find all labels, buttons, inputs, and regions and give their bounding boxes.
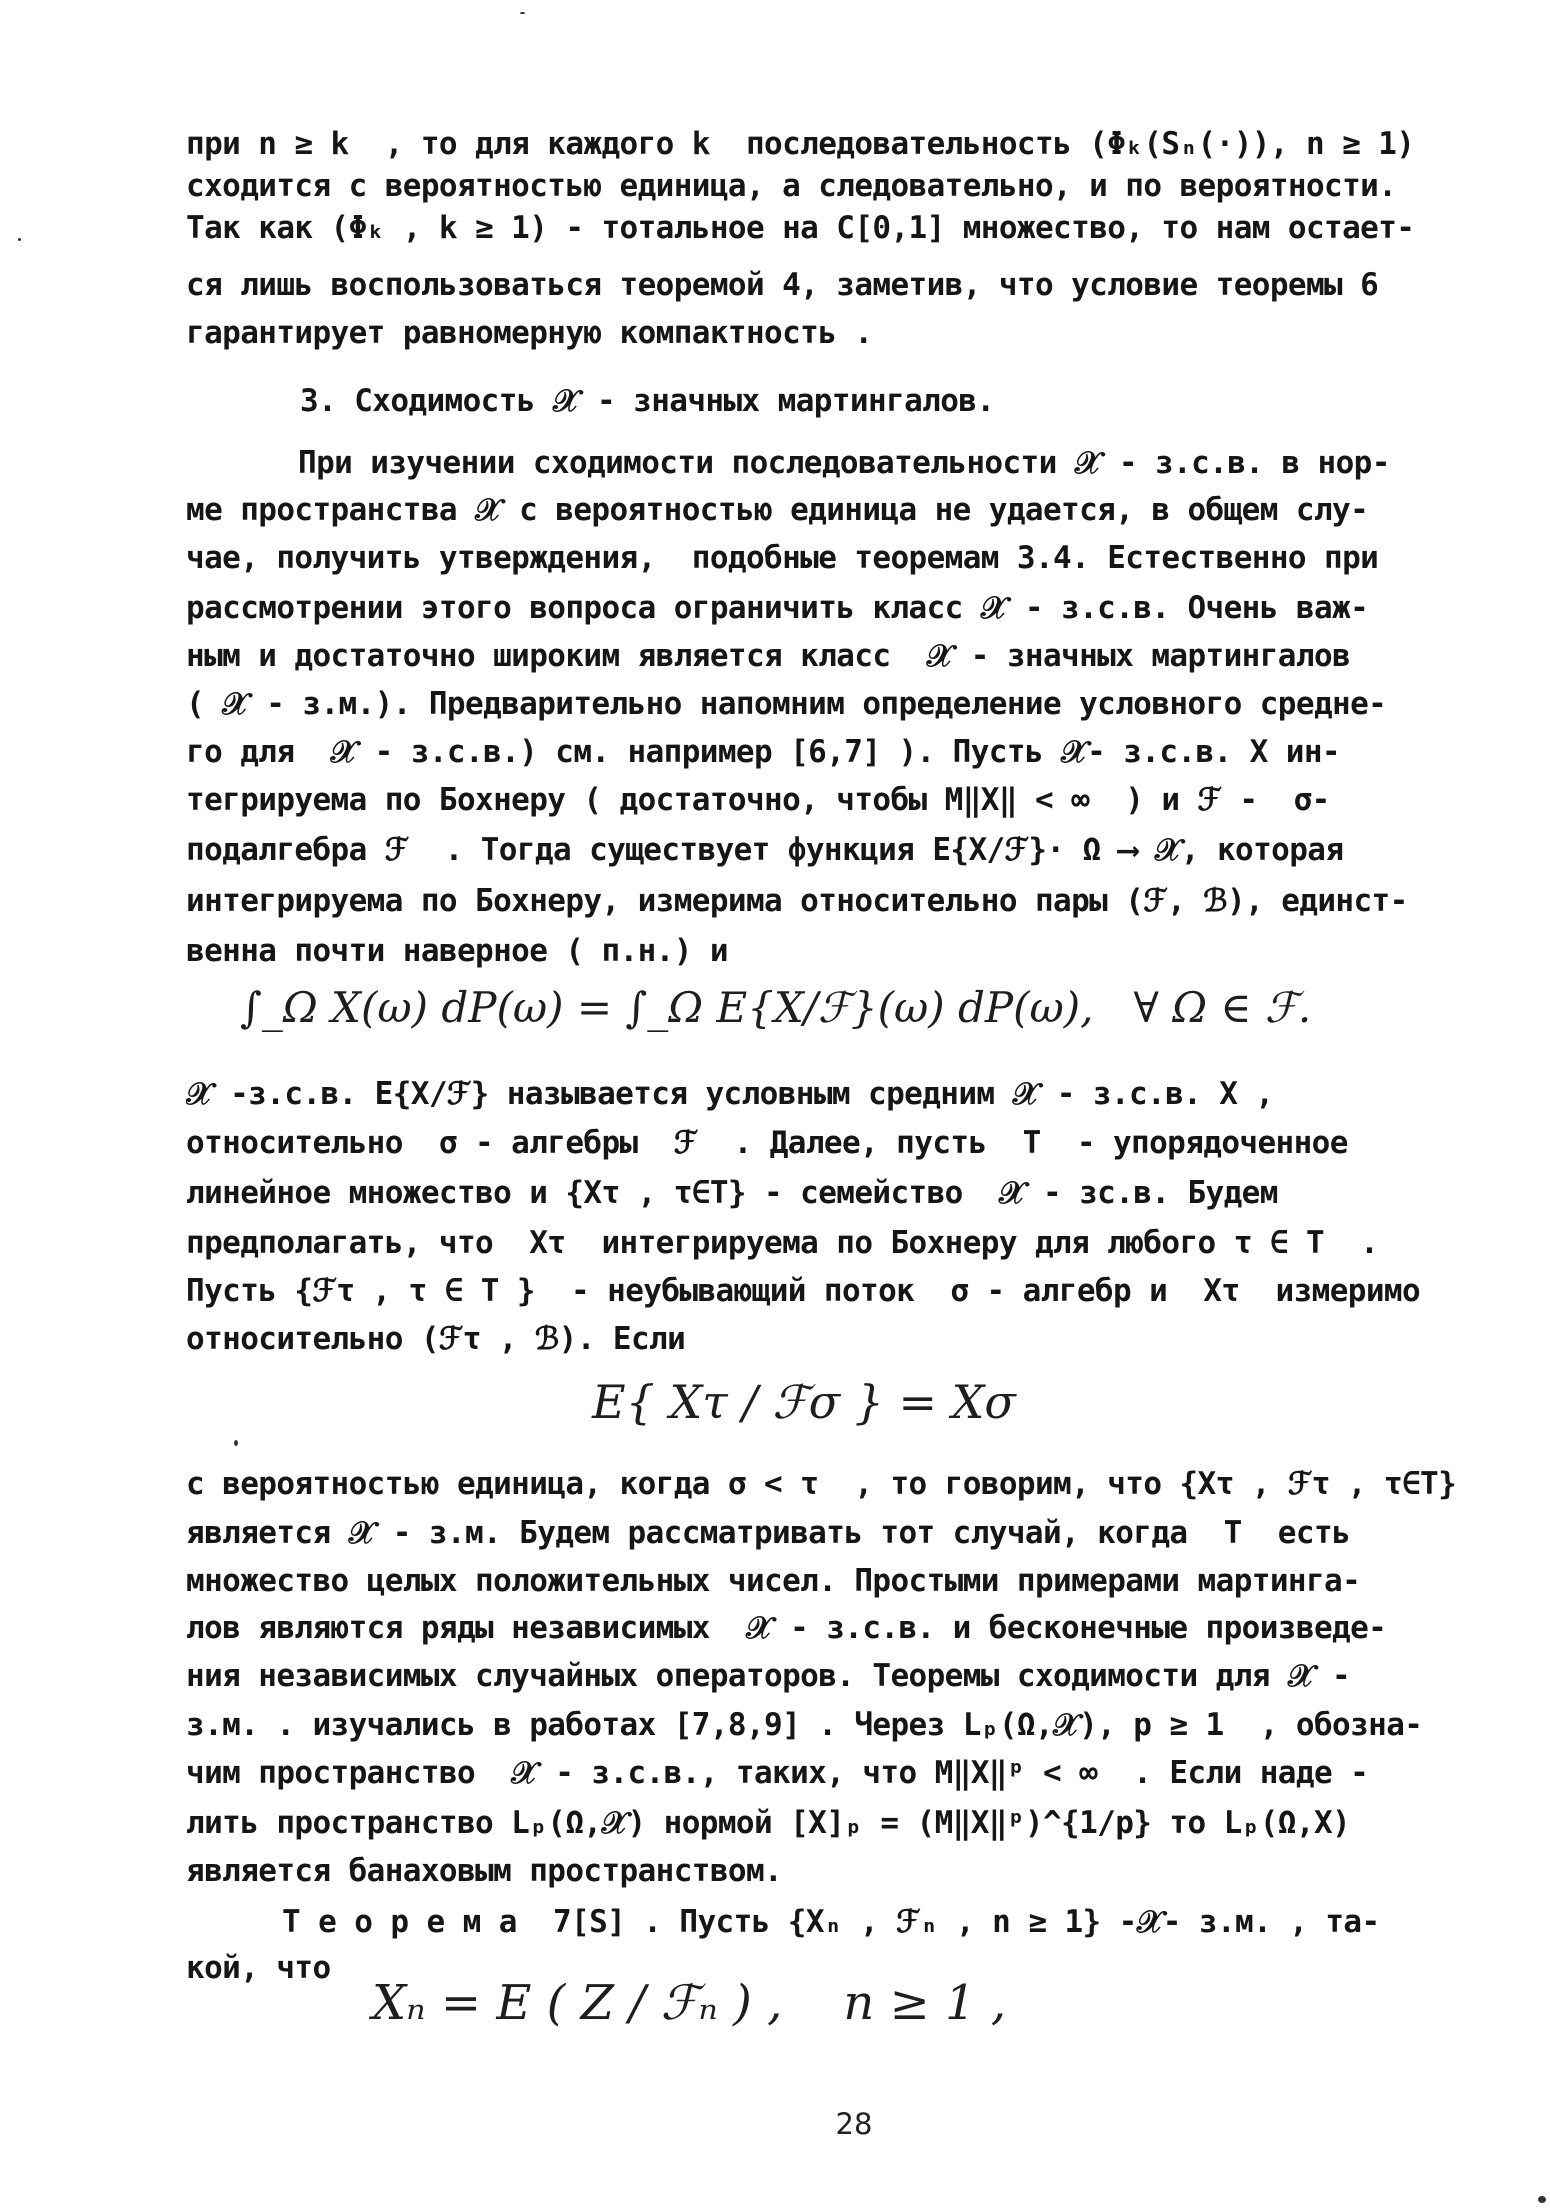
- text-line: является банаховым пространством.: [186, 1853, 783, 1889]
- text-line: ме пространства 𝒳 с вероятностью единица не удается, в общем слу-: [186, 492, 1369, 528]
- text-line: предполагать, что Xτ интегрируема по Бохнеру для любого τ ∈ T .: [186, 1225, 1379, 1261]
- text-line: подалгебра ℱ . Тогда существует функция E{X/ℱ}· Ω ⟶ 𝒳, которая: [186, 832, 1344, 868]
- scan-speck: [18, 238, 21, 241]
- conditional-expectation-formula: ∫_Ω X(ω) dP(ω) = ∫_Ω E{X/ℱ}(ω) dP(ω), ∀ Ω ∈ ℱ.: [240, 983, 1312, 1032]
- text-line: относительно σ - алгебры ℱ . Далее, пусть T - упорядоченное: [186, 1125, 1348, 1161]
- text-line: с вероятностью единица, когда σ < τ , то говорим, что {Xτ , ℱτ , τ∈T}: [186, 1466, 1457, 1502]
- text-line: лов являются ряды независимых 𝒳 - з.с.в. и бесконечные произведе-: [186, 1610, 1387, 1646]
- text-line: 𝒳 -з.с.в. E{X/ℱ} называется условным средним 𝒳 - з.с.в. X ,: [186, 1076, 1274, 1112]
- section-heading: 3. Сходимость 𝒳 - значных мартингалов.: [300, 383, 995, 419]
- text-line: ( 𝒳 - з.м.). Предварительно напомним определение условного средне-: [186, 686, 1387, 722]
- text-line: лить пространство Lₚ(Ω,𝒳) нормой [X]ₚ = (M‖X‖ᵖ)^{1/p} то Lₚ(Ω,X): [186, 1805, 1351, 1841]
- page-number: 28: [835, 2107, 873, 2141]
- text-line: Так как (Φₖ , k ≥ 1) - тотальное на C[0,1] множество, то нам остает-: [186, 210, 1415, 246]
- text-line: чае, получить утверждения, подобные теоремам 3.4. Естественно при: [186, 540, 1379, 576]
- text-line: интегрируема по Бохнеру, измерима относительно пары (ℱ, ℬ), единст-: [186, 883, 1408, 919]
- text-line: з.м. . изучались в работах [7,8,9] . Через Lₚ(Ω,𝒳), p ≥ 1 , обозна-: [186, 1707, 1423, 1743]
- text-line: чим пространство 𝒳 - з.с.в., таких, что M‖X‖ᵖ < ∞ . Если наде -: [186, 1755, 1369, 1791]
- text-line: кой, что: [186, 1950, 331, 1986]
- text-line: ся лишь воспользоваться теоремой 4, заметив, что условие теоремы 6: [186, 267, 1379, 303]
- text-line: множество целых положительных чисел. Простыми примерами мартинга-: [186, 1563, 1361, 1599]
- text-line: гарантирует равномерную компактность .: [186, 315, 873, 351]
- martingale-property-formula: E{ Xτ / ℱσ } = Xσ: [592, 1375, 1016, 1429]
- text-line: ным и достаточно широким является класс 𝒳 - значных мартингалов: [186, 638, 1351, 674]
- text-line: При изучении сходимости последовательности 𝒳 - з.с.в. в нор-: [298, 445, 1390, 481]
- text-line: относительно (ℱτ , ℬ). Если: [186, 1321, 686, 1357]
- text-line: линейное множество и {Xτ , τ∈T} - семейство 𝒳 - зс.в. Будем: [186, 1175, 1278, 1211]
- text-line: ния независимых случайных операторов. Теоремы сходимости для 𝒳 -: [186, 1658, 1351, 1694]
- theorem-heading: Т е о р е м а 7[S] . Пусть {Xₙ , ℱₙ , n ≥ 1} -𝒳- з.м. , та-: [282, 1904, 1380, 1940]
- scan-speck: [1538, 2196, 1546, 2203]
- text-line: рассмотрении этого вопроса ограничить класс 𝒳 - з.с.в. Очень важ-: [186, 590, 1369, 626]
- text-line: Пусть {ℱτ , τ ∈ T } - неубывающий поток σ - алгебр и Xτ измеримо: [186, 1273, 1421, 1309]
- text-line: го для 𝒳 - з.с.в.) см. например [6,7] ). Пусть 𝒳- з.с.в. X ин-: [186, 734, 1340, 770]
- theorem-formula: Xₙ = E ( Z / ℱₙ ) , n ≥ 1 ,: [372, 1975, 1007, 2031]
- text-line: является 𝒳 - з.м. Будем рассматривать тот случай, когда T есть: [186, 1515, 1351, 1551]
- text-line: при n ≥ k , то для каждого k последовательность (Φₖ(Sₙ(·)), n ≥ 1): [186, 126, 1415, 162]
- text-line: тегрируема по Бохнеру ( достаточно, чтобы M‖X‖ < ∞ ) и ℱ - σ-: [186, 782, 1330, 818]
- text-line: венна почти наверное ( п.н.) и: [186, 933, 728, 969]
- scan-speck: [520, 12, 525, 14]
- scan-speck: [234, 1440, 238, 1446]
- text-line: сходится с вероятностью единица, а следовательно, и по вероятности.: [186, 168, 1397, 204]
